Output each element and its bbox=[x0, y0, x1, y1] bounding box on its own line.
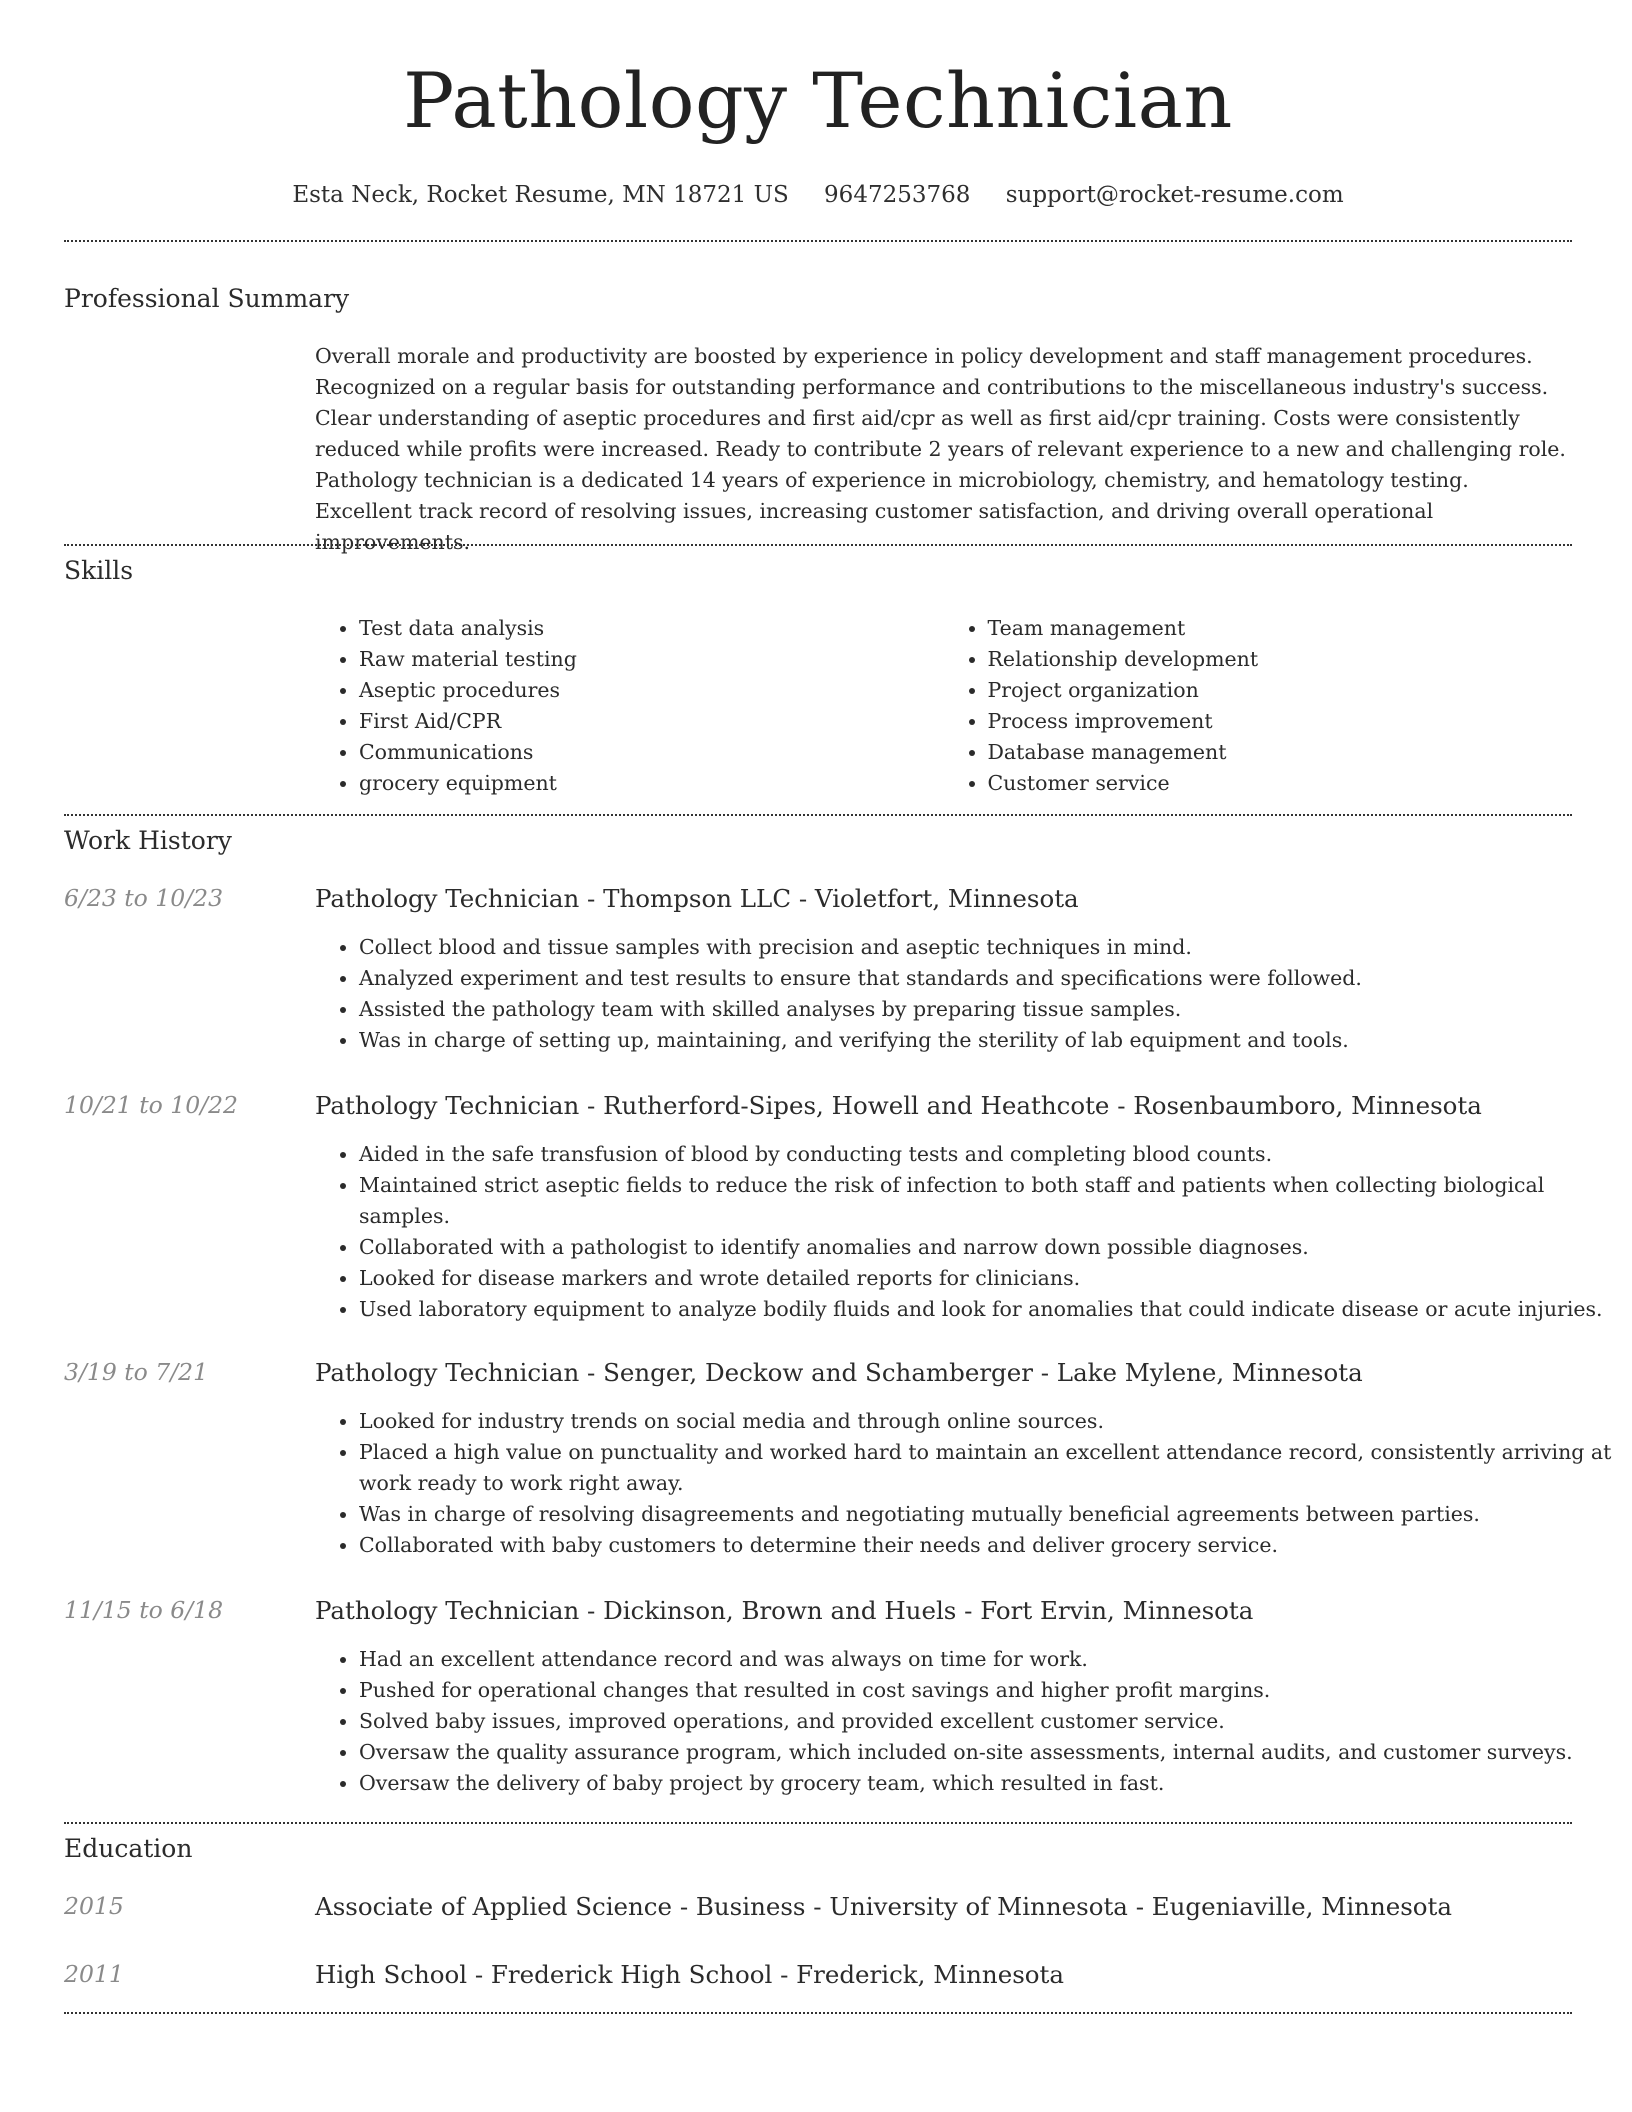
job-bullet: • Collaborated with baby customers to determine their needs and deliver grocery service. bbox=[359, 1530, 1616, 1561]
job-dates: 3/19 to 7/21 bbox=[64, 1358, 209, 1386]
education-heading: Education bbox=[64, 1834, 193, 1863]
job-dates: 6/23 to 10/23 bbox=[64, 884, 224, 912]
skills-right-list bbox=[944, 613, 1573, 799]
education-divider bbox=[64, 2012, 1572, 2014]
skill-item: • First Aid/CPR bbox=[359, 706, 944, 737]
job-bullet: • Solved baby issues, improved operations, and provided excellent customer service. bbox=[359, 1706, 1616, 1737]
skills-section bbox=[315, 613, 1572, 799]
contact-line bbox=[64, 180, 1572, 210]
job-bullet: • Placed a high value on punctuality and worked hard to maintain an excellent attendance record, consistently arriving at work ready to work right away. bbox=[359, 1437, 1616, 1499]
summary-text: Overall morale and productivity are boosted by experience in policy development and staff management procedures. Recognized on a regular basis for outstanding performance and contributions to the miscellaneous industry's success. Clear understanding of aseptic procedures and first aid/cpr as well as first aid/cpr training. Costs were consistently reduced while profits were increased. Ready to contribute 2 years of relevant experience to a new and challenging role. Pathology technician is a dedicated 14 years of experience in microbiology, chemistry, and hematology testing. Excellent track record of resolving issues, increasing customer satisfaction, and driving overall operational improvements. bbox=[315, 344, 1566, 554]
job-bullets bbox=[315, 1644, 1616, 1799]
job-bullets bbox=[315, 932, 1616, 1056]
summary-divider bbox=[64, 544, 1572, 546]
skill-item: • Customer service bbox=[988, 768, 1573, 799]
job-bullet: • Oversaw the quality assurance program, which included on-site assessments, internal audits, and customer surveys. bbox=[359, 1737, 1616, 1768]
skill-item: • Project organization bbox=[988, 675, 1573, 706]
summary-heading: Professional Summary bbox=[64, 284, 350, 313]
education-year: 2015 bbox=[64, 1892, 124, 1920]
job-bullet: • Collaborated with a pathologist to identify anomalies and narrow down possible diagnoses. bbox=[359, 1232, 1616, 1263]
job-title: Pathology Technician - Rutherford-Sipes, Howell and Heathcote - Rosenbaumboro, Minnesota bbox=[315, 1091, 1482, 1120]
education-detail: Associate of Applied Science - Business - University of Minnesota - Eugeniaville, Minnesota bbox=[315, 1892, 1453, 1921]
skills-divider bbox=[64, 814, 1572, 816]
job-bullets bbox=[315, 1139, 1616, 1325]
job-dates: 10/21 to 10/22 bbox=[64, 1091, 238, 1119]
skill-item: • grocery equipment bbox=[359, 768, 944, 799]
skill-item: • Relationship development bbox=[988, 644, 1573, 675]
contact-address: Esta Neck, Rocket Resume, MN 18721 US bbox=[292, 182, 789, 208]
resume-page bbox=[64, 0, 1612, 1989]
job-bullet: • Was in charge of resolving disagreements and negotiating mutually beneficial agreements between parties. bbox=[359, 1499, 1616, 1530]
job-bullet: • Collect blood and tissue samples with precision and aseptic techniques in mind. bbox=[359, 932, 1616, 963]
skill-item: • Database management bbox=[988, 737, 1573, 768]
job-bullet: • Analyzed experiment and test results to ensure that standards and specifications were followed. bbox=[359, 963, 1616, 994]
education-year: 2011 bbox=[64, 1960, 124, 1988]
job-bullet: • Oversaw the delivery of baby project by grocery team, which resulted in fast. bbox=[359, 1768, 1616, 1799]
job-bullet: • Maintained strict aseptic fields to reduce the risk of infection to both staff and patients when collecting biological samples. bbox=[359, 1170, 1616, 1232]
education-detail: High School - Frederick High School - Frederick, Minnesota bbox=[315, 1960, 1064, 1989]
job-bullet: • Was in charge of setting up, maintaining, and verifying the sterility of lab equipment and tools. bbox=[359, 1025, 1616, 1056]
work-heading: Work History bbox=[64, 826, 232, 855]
job-bullet: • Aided in the safe transfusion of blood by conducting tests and completing blood counts. bbox=[359, 1139, 1616, 1170]
job-bullet: • Had an excellent attendance record and was always on time for work. bbox=[359, 1644, 1616, 1675]
skill-item: • Test data analysis bbox=[359, 613, 944, 644]
skill-item: • Raw material testing bbox=[359, 644, 944, 675]
skills-left-list bbox=[315, 613, 944, 799]
job-bullet: • Pushed for operational changes that resulted in cost savings and higher profit margins. bbox=[359, 1675, 1616, 1706]
work-divider bbox=[64, 1822, 1572, 1824]
skill-item: • Process improvement bbox=[988, 706, 1573, 737]
skill-item: • Communications bbox=[359, 737, 944, 768]
header-divider bbox=[64, 240, 1572, 242]
job-bullet: • Looked for disease markers and wrote detailed reports for clinicians. bbox=[359, 1263, 1616, 1294]
job-title: Pathology Technician - Senger, Deckow and Schamberger - Lake Mylene, Minnesota bbox=[315, 1358, 1363, 1387]
skill-item: • Aseptic procedures bbox=[359, 675, 944, 706]
summary-section bbox=[315, 341, 1572, 558]
job-title: Pathology Technician - Dickinson, Brown and Huels - Fort Ervin, Minnesota bbox=[315, 1596, 1254, 1625]
resume-title: Pathology Technician bbox=[403, 56, 1233, 145]
job-bullet: • Assisted the pathology team with skilled analyses by preparing tissue samples. bbox=[359, 994, 1616, 1025]
skills-heading: Skills bbox=[64, 556, 134, 585]
contact-phone: 9647253768 bbox=[824, 182, 971, 208]
job-bullets bbox=[315, 1406, 1616, 1561]
job-title: Pathology Technician - Thompson LLC - Violetfort, Minnesota bbox=[315, 884, 1079, 913]
contact-email: support@rocket-resume.com bbox=[1005, 182, 1344, 208]
skill-item: • Team management bbox=[988, 613, 1573, 644]
job-bullet: • Looked for industry trends on social media and through online sources. bbox=[359, 1406, 1616, 1437]
job-bullet: • Used laboratory equipment to analyze bodily fluids and look for anomalies that could indicate disease or acute injuries. bbox=[359, 1294, 1616, 1325]
job-dates: 11/15 to 6/18 bbox=[64, 1596, 224, 1624]
